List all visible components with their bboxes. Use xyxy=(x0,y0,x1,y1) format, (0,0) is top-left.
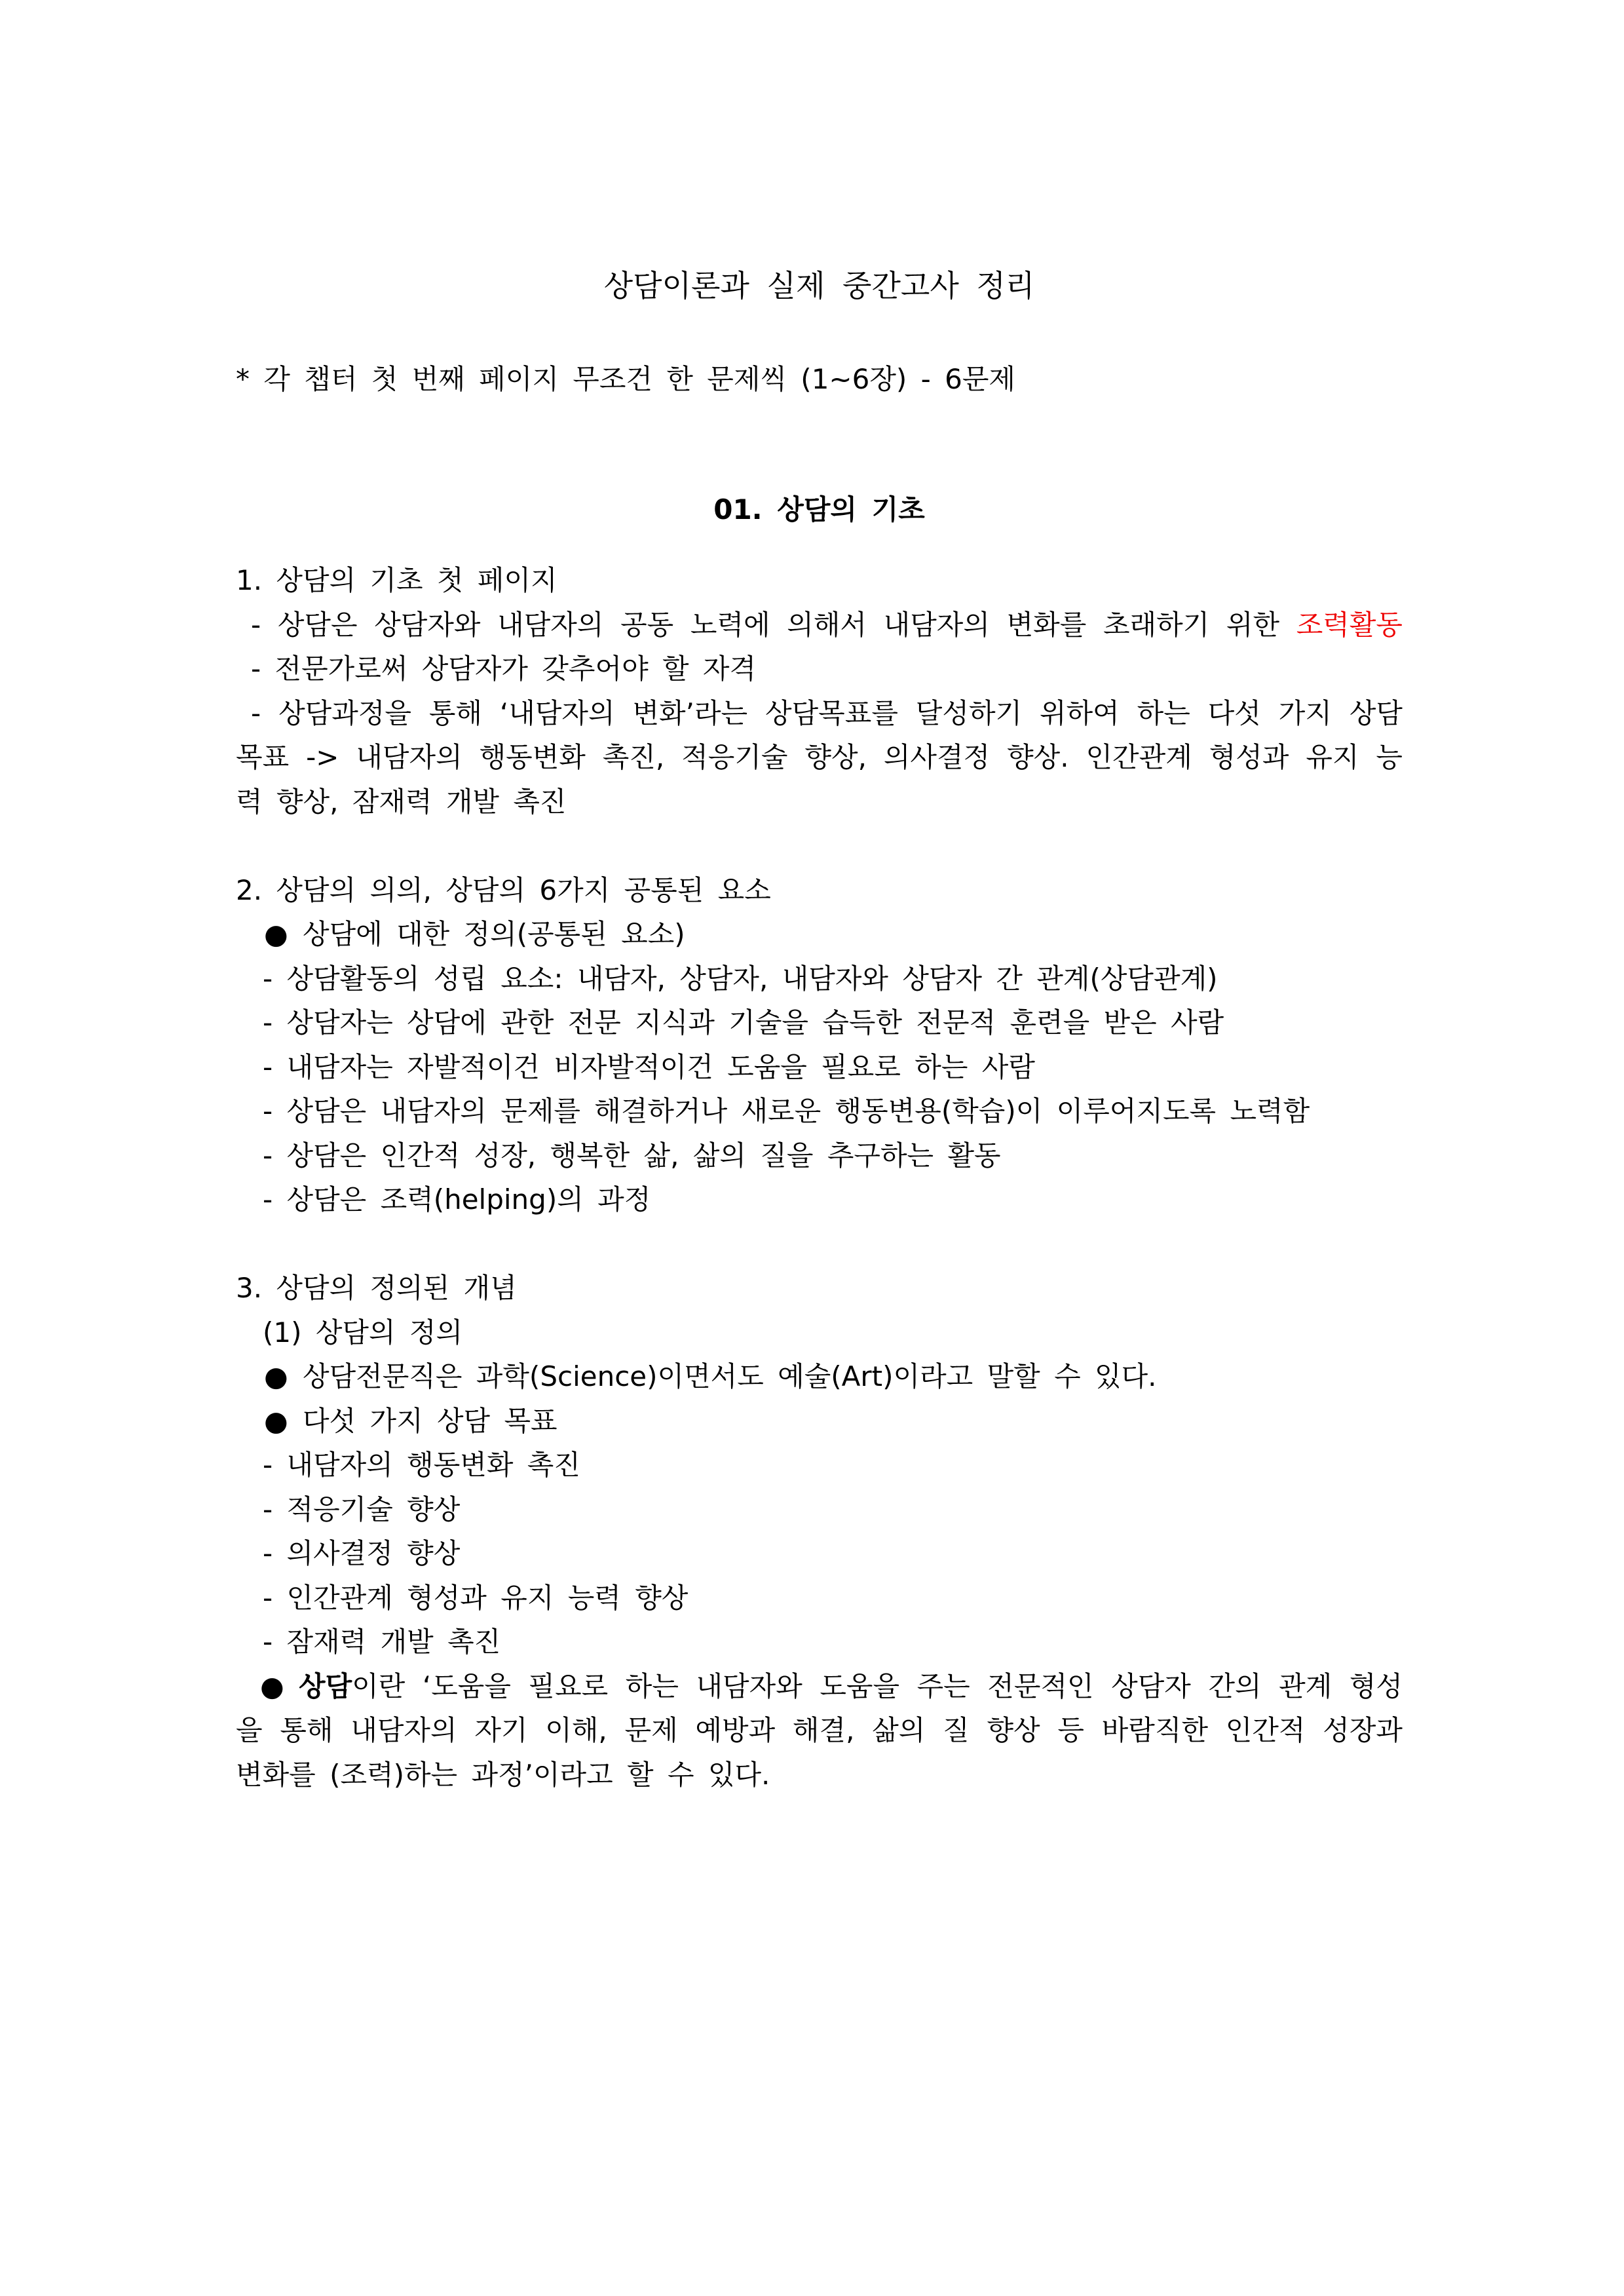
list-item xyxy=(236,603,1403,647)
list-item: - 상담과정을 통해 ‘내담자의 변화’라는 상담목표를 달성하기 위하여 하는 다섯 가지 상담 xyxy=(251,697,1403,729)
definition-paragraph xyxy=(236,1664,1403,1709)
list-item: - 인간관계 형성과 유지 능력 향상 xyxy=(263,1581,689,1614)
subsection-heading: (1) 상담의 정의 xyxy=(263,1316,463,1349)
list-item: - 내담자는 자발적이건 비자발적이건 도움을 필요로 하는 사람 xyxy=(263,1050,1035,1083)
list-item-continuation: 력 향상, 잠재력 개발 촉진 xyxy=(236,785,567,818)
bullet-text: 상담에 대한 정의(공통된 요소) xyxy=(303,918,685,950)
definition-term: 상담 xyxy=(299,1670,352,1702)
list-item: - 적응기술 향상 xyxy=(263,1493,461,1525)
bullet-item xyxy=(236,1354,1403,1399)
section-2 xyxy=(236,868,1403,1222)
bullet-item xyxy=(236,912,1403,957)
list-item-text: - 상담은 상담자와 내담자의 공동 노력에 의해서 내담자의 변화를 초래하기 위한 xyxy=(251,608,1296,641)
exam-note: * 각 챕터 첫 번째 페이지 무조건 한 문제씩 (1~6장) - 6문제 xyxy=(236,363,1016,395)
list-item: - 상담활동의 성립 요소: 내담자, 상담자, 내담자와 상담자 간 관계(상담관계) xyxy=(263,962,1218,995)
bullet-icon: ● xyxy=(264,918,288,950)
bullet-icon: ● xyxy=(264,1404,288,1437)
list-item: - 잠재력 개발 촉진 xyxy=(263,1626,501,1658)
section-1 xyxy=(236,558,1403,824)
definition-continuation: 변화를 (조력)하는 과정’이라고 할 수 있다. xyxy=(236,1758,770,1791)
list-item: - 상담자는 상담에 관한 전문 지식과 기술을 습득한 전문적 훈련을 받은 사람 xyxy=(263,1006,1224,1039)
bullet-text: 상담전문직은 과학(Science)이면서도 예술(Art)이라고 말할 수 있다. xyxy=(303,1360,1157,1392)
section-3 xyxy=(236,1266,1403,1797)
bullet-text: 다섯 가지 상담 목표 xyxy=(303,1404,557,1437)
list-item-continuation: 목표 -> 내담자의 행동변화 촉진, 적응기술 향상, 의사결정 향상. 인간관계 형성과 유지 능 xyxy=(236,741,1403,773)
list-item: - 상담은 조력(helping)의 과정 xyxy=(263,1183,651,1215)
list-item: - 내담자의 행동변화 촉진 xyxy=(263,1449,580,1481)
definition-text: 이란 ‘도움을 필요로 하는 내담자와 도움을 주는 전문적인 상담자 간의 관계 형성 xyxy=(352,1670,1403,1702)
page-title: 상담이론과 실제 중간고사 정리 xyxy=(603,268,1035,303)
section-heading: 1. 상담의 기초 첫 페이지 xyxy=(236,564,557,596)
definition-continuation: 을 통해 내담자의 자기 이해, 문제 예방과 해결, 삶의 질 향상 등 바람직한 인간적 성장과 xyxy=(236,1714,1403,1746)
list-item: - 의사결정 향상 xyxy=(263,1537,461,1569)
chapter-heading: 01. 상담의 기초 xyxy=(713,493,925,526)
bullet-icon: ● xyxy=(264,1360,288,1392)
list-item: - 전문가로써 상담자가 갖추어야 할 자격 xyxy=(251,653,757,685)
highlighted-term: 조력활동 xyxy=(1296,608,1403,641)
section-heading: 2. 상담의 의의, 상담의 6가지 공통된 요소 xyxy=(236,873,771,906)
bullet-item xyxy=(236,1399,1403,1444)
document-body xyxy=(236,264,1403,1797)
list-item: - 상담은 내담자의 문제를 해결하거나 새로운 행동변용(학습)이 이루어지도록 노력함 xyxy=(263,1095,1310,1127)
list-item: - 상담은 인간적 성장, 행복한 삶, 삶의 질을 추구하는 활동 xyxy=(263,1139,1001,1172)
bullet-icon: ● xyxy=(260,1670,284,1702)
section-heading: 3. 상담의 정의된 개념 xyxy=(236,1272,517,1304)
